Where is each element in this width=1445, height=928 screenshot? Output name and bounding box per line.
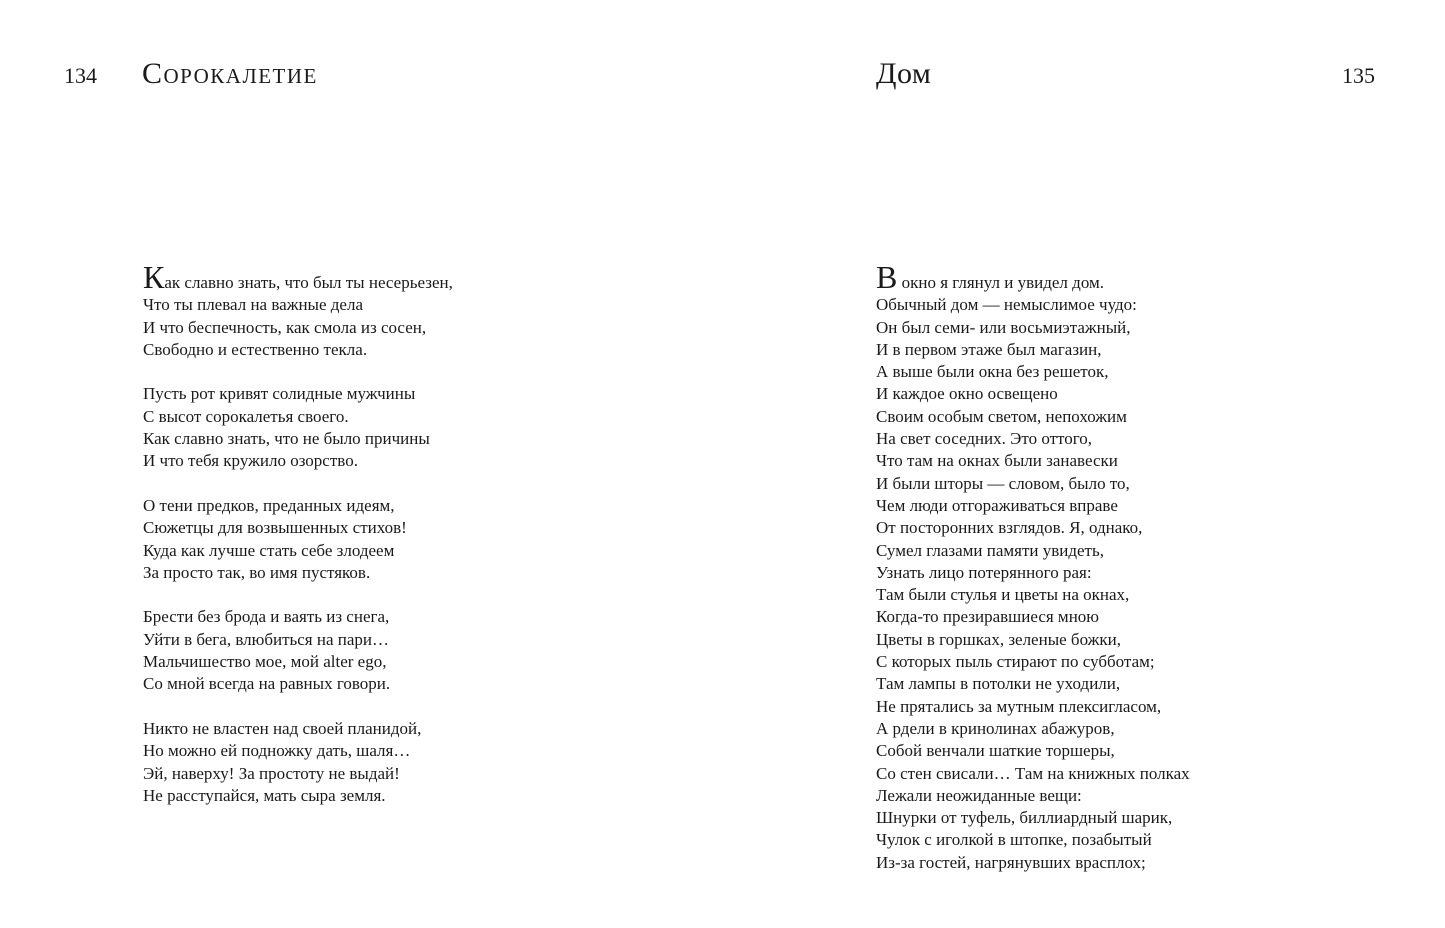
poem-line: Со мной всегда на равных говори. [143,674,391,694]
poem-line: С которых пыль стирают по субботам; [876,652,1155,672]
poem-line: За просто так, во имя пустяков. [143,562,371,582]
poem-title-left: Сорокалетие [142,57,318,90]
stanza [143,495,453,584]
poem-line: И в первом этаже был магазин, [876,339,1102,359]
poem-line: Своим особым светом, непохожим [876,406,1127,426]
poem-line: Цветы в горшках, зеленые божки, [876,629,1121,649]
poem-line: Эй, наверху! За простоту не выдай! [143,763,400,783]
poem-line: И что тебя кружило озорство. [143,451,358,471]
poem-line: Не расступайся, мать сыра земля. [143,785,386,805]
poem-line: Не прятались за мутным плексигласом, [876,696,1162,716]
poem-line: Там лампы в потолки не уходили, [876,674,1121,694]
poem-line: О тени предков, преданных идеям, [143,495,395,515]
poem-line: Шнурки от туфель, биллиардный шарик, [876,808,1173,828]
poem-line: И были шторы — словом, было то, [876,473,1130,493]
page-number-right: 135 [1342,63,1375,88]
stanza [143,718,453,807]
poem-sorokaletie [143,259,453,829]
stanza [143,606,453,695]
right-page [722,0,1445,928]
poem-line: Там были стулья и цветы на окнах, [876,585,1130,605]
poem-line: Как славно знать, что не было причины [143,429,430,449]
poem-line: И каждое окно освещено [876,384,1058,404]
poem-line: Лежали неожиданные вещи: [876,785,1082,805]
poem-line: Собой венчали шаткие торшеры, [876,741,1115,761]
poem-line: И что беспечность, как смола из сосен, [143,317,427,337]
poem-line: На свет соседних. Это оттого, [876,429,1093,449]
poem-line: Что ты плевал на важные дела [143,295,363,315]
poem-line: Сюжетцы для возвышенных стихов! [143,518,407,538]
drop-cap: К [143,259,165,295]
poem-line: Мальчишество мое, мой alter ego, [143,652,387,672]
poem-line: Никто не властен над своей планидой, [143,718,422,738]
poem-line: А выше были окна без решеток, [876,362,1109,382]
stanza [143,383,453,472]
poem-line: Что там на окнах были занавески [876,451,1118,471]
poem-line: От посторонних взглядов. Я, однако, [876,518,1143,538]
poem-line: Чем люди отгораживаться вправе [876,495,1118,515]
poem-line: Со стен свисали… Там на книжных полках [876,763,1190,783]
poem-dom [876,259,1190,874]
poem-line: Но можно ей подножку дать, шаля… [143,741,411,761]
poem-line: Чулок с иголкой в штопке, позабытый [876,830,1152,850]
poem-line: А рдели в кринолинах абажуров, [876,718,1115,738]
poem-line: Брести без брода и ваять из снега, [143,607,390,627]
poem-line: Когда-то презиравшиеся мною [876,607,1099,627]
poem-title-right: Дом [876,57,932,90]
page-number-left: 134 [64,63,97,88]
stanza [143,259,453,361]
poem-line: Свободно и естественно текла. [143,339,368,359]
poem-line: Куда как лучше стать себе злодеем [143,540,395,560]
drop-cap: В [876,259,898,295]
poem-line: Обычный дом — немыслимое чудо: [876,295,1137,315]
poem-line: Пусть рот кривят солидные мужчины [143,384,416,404]
poem-line: Узнать лицо потерянного рая: [876,562,1092,582]
poem-line: В окно я глянул и увидел дом. [876,259,1104,295]
poem-line: С высот сорокалетья своего. [143,406,349,426]
poem-line: Из-за гостей, нагрянувших врасплох; [876,852,1146,872]
poem-line: Он был семи- или восьмиэтажный, [876,317,1131,337]
left-page [0,0,722,928]
poem-line: Как славно знать, что был ты несерьезен, [143,259,453,295]
poem-line: Сумел глазами памяти увидеть, [876,540,1104,560]
poem-line: Уйти в бега, влюбиться на пари… [143,629,389,649]
